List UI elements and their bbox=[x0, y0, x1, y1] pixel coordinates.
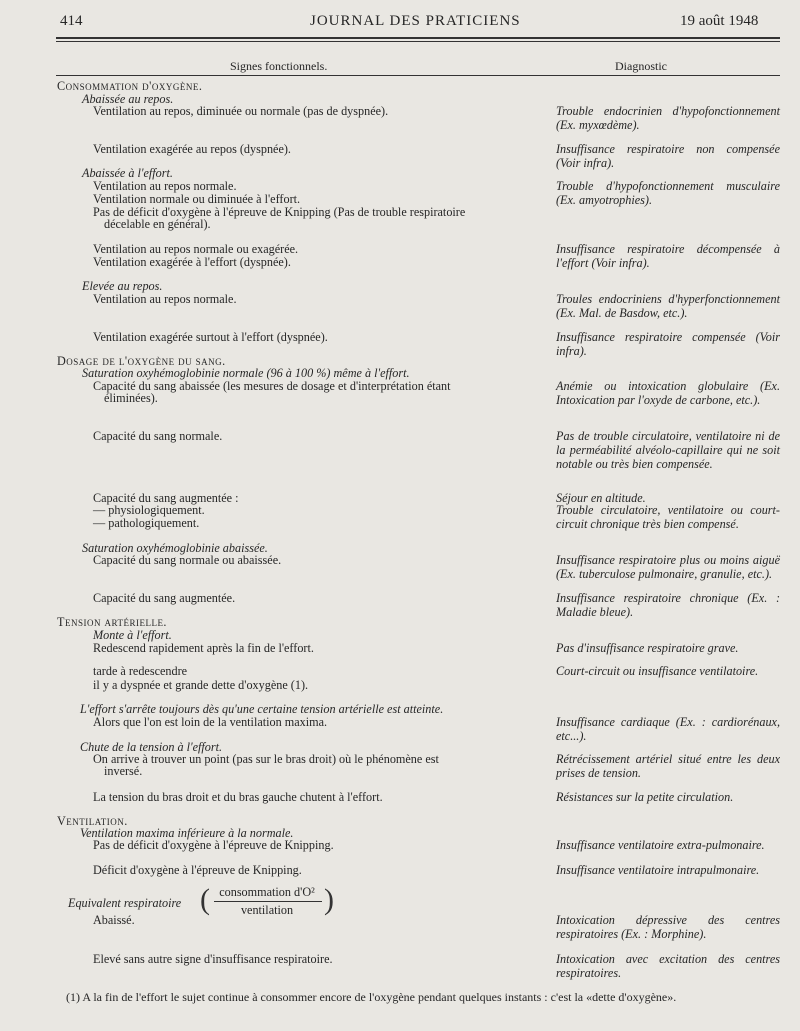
diagnostic-entry: Séjour en altitude. bbox=[556, 491, 646, 505]
left-text: tarde à redescendre bbox=[93, 664, 188, 678]
issue-date: 19 août 1948 bbox=[680, 13, 759, 29]
left-text: Ventilation au repos normale. bbox=[93, 292, 237, 306]
diagnostic-entry: Insuffisance respiratoire chronique (Ex. : Maladie bleue). bbox=[556, 591, 780, 619]
section-tension: Tension artérielle. bbox=[57, 615, 167, 629]
left-text: Ventilation maxima inférieure à la normale. bbox=[80, 826, 294, 840]
diagnostic-entry: Insuffisance respiratoire compensée (Voir infra). bbox=[556, 330, 780, 358]
left-text: il y a dyspnée et grande dette d'oxygène (1). bbox=[93, 678, 309, 692]
header-rule bbox=[56, 37, 780, 39]
left-text: Alors que l'on est loin de la ventilation maxima. bbox=[93, 715, 328, 729]
diagnostic-entry: Insuffisance respiratoire non compensée (Voir infra). bbox=[556, 142, 780, 170]
left-text: Capacité du sang augmentée. bbox=[93, 591, 236, 605]
left-text: décelable en général). bbox=[104, 217, 211, 231]
left-text: Saturation oxyhémoglobinie abaissée. bbox=[82, 541, 268, 555]
left-text: — pathologiquement. bbox=[93, 516, 200, 530]
left-text: Elevée au repos. bbox=[82, 279, 163, 293]
section-dosage: Dosage de l'oxygène du sang. bbox=[57, 354, 226, 368]
left-text: Chute de la tension à l'effort. bbox=[80, 740, 223, 754]
diagnostic-entry: Insuffisance respiratoire décompensée à l'effort (Voir infra). bbox=[556, 242, 780, 270]
left-text: Monte à l'effort. bbox=[93, 628, 172, 642]
left-text: éliminées). bbox=[104, 391, 158, 405]
left-text: Capacité du sang augmentée : bbox=[93, 491, 239, 505]
diagnostic-entry: Pas de trouble circulatoire, ventilatoire ni de la perméabilité alvéolo-capillaire qui ne soit notable ou très bien compensée. bbox=[556, 429, 780, 471]
fraction-denominator: ventilation bbox=[240, 903, 294, 917]
left-text: Abaissé. bbox=[93, 913, 135, 927]
diagnostic-entry: Insuffisance ventilatoire intrapulmonaire. bbox=[556, 863, 760, 877]
diagnostic-entry: Insuffisance cardiaque (Ex. : cardiorénaux, etc...). bbox=[556, 715, 780, 743]
fraction-bar bbox=[214, 901, 322, 902]
column-head-left: Signes fonctionnels. bbox=[230, 59, 328, 73]
section-consommation: Consommation d'oxygène. bbox=[57, 79, 203, 93]
left-text: Capacité du sang normale. bbox=[93, 429, 223, 443]
diagnostic-entry: Intoxication dépressive des centres respiratoires (Ex. : Morphine). bbox=[556, 913, 780, 941]
left-text: Ventilation normale ou diminuée à l'effort. bbox=[93, 192, 301, 206]
footnote: (1) A la fin de l'effort le sujet continue à consommer encore de l'oxygène pendant quelques instants : c'est la «dette d'oxygène». bbox=[66, 990, 677, 1004]
diagnostic-entry: Insuffisance ventilatoire extra-pulmonaire. bbox=[556, 838, 765, 852]
left-text: Capacité du sang abaissée (les mesures de dosage et d'interprétation étant bbox=[93, 379, 451, 393]
diagnostic-entry: Anémie ou intoxication globulaire (Ex. Intoxication par l'oxyde de carbone, etc.). bbox=[556, 379, 780, 407]
header-rule-thin bbox=[56, 41, 780, 42]
diagnostic-entry: Rétrécissement artériel situé entre les deux prises de tension. bbox=[556, 752, 780, 780]
column-head-rule bbox=[56, 75, 780, 76]
left-text: Abaissée au repos. bbox=[82, 92, 174, 106]
left-text: Capacité du sang normale ou abaissée. bbox=[93, 553, 282, 567]
diagnostic-entry: Pas d'insuffisance respiratoire grave. bbox=[556, 641, 739, 655]
left-text: Elevé sans autre signe d'insuffisance respiratoire. bbox=[93, 952, 333, 966]
column-head-right: Diagnostic bbox=[615, 59, 667, 73]
left-text: Pas de déficit d'oxygène à l'épreuve de Knipping. bbox=[93, 838, 334, 852]
left-text: Redescend rapidement après la fin de l'effort. bbox=[93, 641, 314, 655]
diagnostic-entry: Troules endocriniens d'hyperfonctionnement (Ex. Mal. de Basdow, etc.). bbox=[556, 292, 780, 320]
left-text: Ventilation exagérée au repos (dyspnée). bbox=[93, 142, 291, 156]
diagnostic-entry: Court-circuit ou insuffisance ventilatoire. bbox=[556, 664, 759, 678]
left-text: Ventilation exagérée à l'effort (dyspnée). bbox=[93, 255, 291, 269]
left-text: Pas de déficit d'oxygène à l'épreuve de Knipping (Pas de trouble respiratoire bbox=[93, 205, 466, 219]
section-ventilation: Ventilation. bbox=[57, 814, 128, 828]
left-text: On arrive à trouver un point (pas sur le bras droit) où le phénomène est bbox=[93, 752, 439, 766]
left-text: La tension du bras droit et du bras gauche chutent à l'effort. bbox=[93, 790, 383, 804]
left-text: Ventilation au repos, diminuée ou normale (pas de dyspnée). bbox=[93, 104, 389, 118]
journal-title: JOURNAL DES PRATICIENS bbox=[310, 13, 521, 29]
diagnostic-entry: Trouble d'hypofonctionnement musculaire (Ex. amyotrophies). bbox=[556, 179, 780, 207]
equivalent-fraction: ( consommation d'O² ventilation ) bbox=[200, 883, 334, 917]
left-text: Abaissée à l'effort. bbox=[82, 166, 173, 180]
fraction-numerator: consommation d'O² bbox=[219, 885, 315, 899]
left-text: Ventilation exagérée surtout à l'effort (dyspnée). bbox=[93, 330, 328, 344]
diagnostic-entry: Insuffisance respiratoire plus ou moins aiguë (Ex. tuberculose pulmonaire, granulie, etc.). bbox=[556, 553, 780, 581]
left-text: Ventilation au repos normale. bbox=[93, 179, 237, 193]
left-text: Equivalent respiratoire bbox=[68, 896, 182, 910]
diagnostic-entry: Intoxication avec excitation des centres respiratoires. bbox=[556, 952, 780, 980]
left-text: inversé. bbox=[104, 764, 143, 778]
left-text: Saturation oxyhémoglobinie normale (96 à 100 %) même à l'effort. bbox=[82, 366, 410, 380]
left-text: L'effort s'arrête toujours dès qu'une certaine tension artérielle est atteinte. bbox=[80, 702, 444, 716]
left-text: Ventilation au repos normale ou exagérée. bbox=[93, 242, 299, 256]
diagnostic-entry: Trouble endocrinien d'hypofonctionnement (Ex. myxœdème). bbox=[556, 104, 780, 132]
left-text: — physiologiquement. bbox=[93, 503, 205, 517]
page-number: 414 bbox=[60, 13, 83, 29]
left-text: Déficit d'oxygène à l'épreuve de Knipping. bbox=[93, 863, 302, 877]
diagnostic-entry: Trouble circulatoire, ventilatoire ou court-circuit chronique très bien compensé. bbox=[556, 503, 780, 531]
diagnostic-entry: Résistances sur la petite circulation. bbox=[556, 790, 734, 804]
